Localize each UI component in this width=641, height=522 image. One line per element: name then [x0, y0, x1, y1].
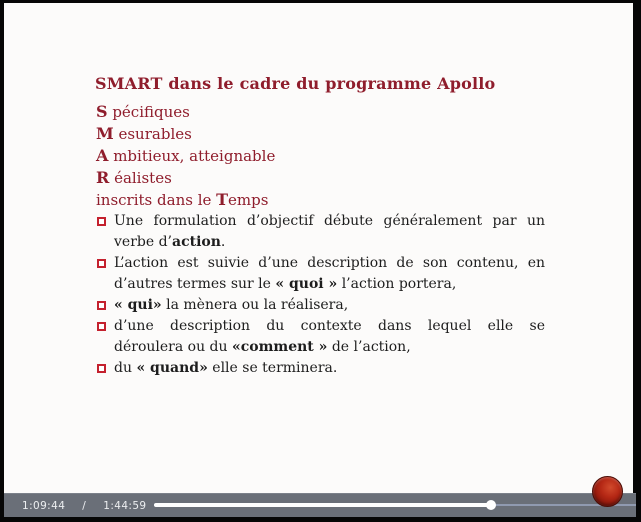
player-bar — [4, 493, 636, 517]
acronym-line: S pécifiques — [96, 102, 190, 121]
total-time: 1:44:59 — [103, 499, 147, 512]
bullet-text — [114, 253, 545, 295]
acronym-list — [96, 101, 275, 211]
bullet-square-icon — [97, 322, 106, 331]
bullet-item — [97, 211, 545, 253]
slide — [4, 3, 633, 493]
bullet-square-icon — [97, 259, 106, 268]
current-time: 1:09:44 — [22, 499, 66, 512]
seek-bar[interactable] — [154, 494, 636, 518]
bullet-line: « qui» la mènera ou la réalisera, — [114, 297, 349, 313]
bullet-text — [114, 211, 545, 253]
red-logo-button[interactable] — [592, 476, 623, 507]
bullet-item — [97, 316, 545, 358]
acronym-line: R éalistes — [96, 168, 172, 187]
bullet-square-icon — [97, 364, 106, 373]
bullet-line: d’une description du contexte dans lequel elle se — [114, 318, 545, 334]
bullet-square-icon — [97, 301, 106, 310]
bullet-item — [97, 295, 545, 316]
bullet-line: déroulera ou du «comment » de l’action, — [114, 339, 411, 355]
bullet-item — [97, 253, 545, 295]
player-times — [22, 494, 147, 517]
slide-title: SMART dans le cadre du programme Apollo — [95, 74, 496, 93]
bullet-item — [97, 358, 545, 379]
acronym-line: M esurables — [96, 124, 192, 143]
bullet-text — [114, 295, 545, 316]
acronym-line: inscrits dans le Temps — [96, 190, 269, 209]
progress-fill — [154, 503, 491, 507]
acronym-line: A mbitieux, atteignable — [96, 146, 276, 165]
progress-knob[interactable] — [486, 500, 496, 510]
bullet-square-icon — [97, 217, 106, 226]
bullet-line: Une formulation d’objectif débute généralement par un — [114, 213, 545, 229]
bullet-text — [114, 358, 545, 379]
time-separator: / — [82, 499, 87, 512]
bullet-text — [114, 316, 545, 358]
bullet-line: L’action est suivie d’une description de son contenu, en — [114, 255, 545, 271]
bullet-line: du « quand» elle se terminera. — [114, 360, 338, 376]
bullet-line: d’autres termes sur le « quoi » l’action portera, — [114, 276, 457, 292]
bullet-list — [97, 211, 545, 379]
bullet-line: verbe d’action. — [114, 234, 226, 250]
